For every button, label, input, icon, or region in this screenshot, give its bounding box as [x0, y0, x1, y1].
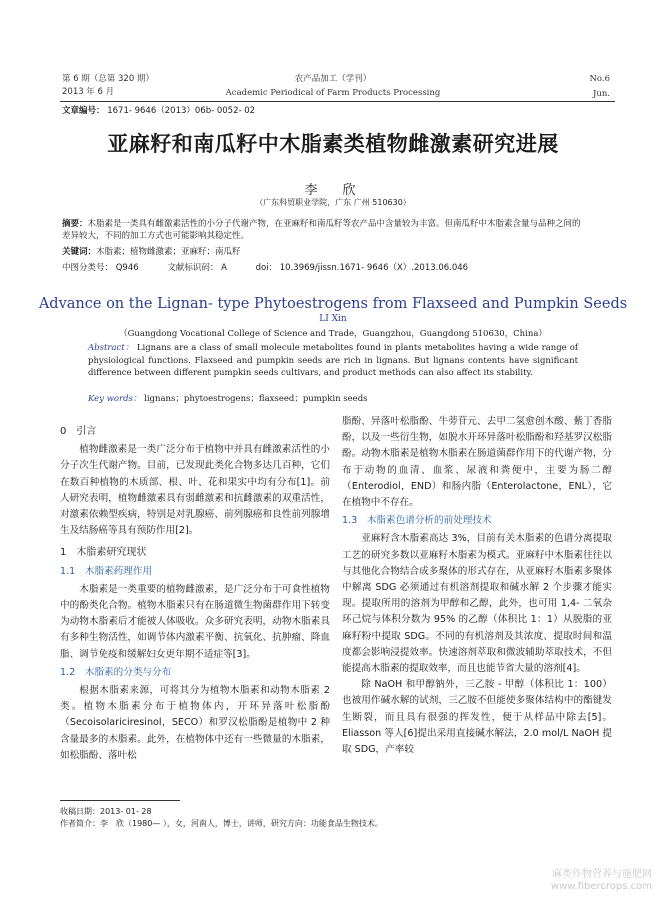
author-bio-label: 作者简介：	[60, 819, 100, 828]
article-number-value: 1671- 9646（2013）06b- 0052- 02	[107, 106, 256, 116]
left-column	[60, 420, 330, 764]
paragraph-1-3-a: 亚麻籽含木脂素高达 3%，目前有关木脂素的色谱分离提取工艺的研究多数以亚麻籽木脂素为模式。亚麻籽中木脂素往往以与其他化合物结合成多聚体的形式存在，从亚麻籽木脂素多聚体中解离 SDG 必须通过有机溶剂提取和碱水解 2 个步骤才能实现。提取所用的溶剂为甲醇和乙醇，此外，也可用 1,4- 二氧杂环己烷与体积分数为 95% 的乙醇（体积比 1：1）从脱脂的亚麻籽粉中提取 SDG。不同的有机溶剂及其浓度、提取时间和温度都会影响浸提效率。快速溶剂萃取和微波辅助萃取技术，不但能提高木脂素的提取效率，而且也能节省大量的溶剂[4]。	[342, 533, 612, 675]
section-heading-intro: 0 引言	[60, 426, 97, 437]
keywords-cn	[62, 246, 582, 258]
classification-line	[62, 262, 592, 274]
right-column	[342, 414, 612, 758]
issue-info: 第 6 期（总第 320 期）	[62, 74, 154, 84]
keywords-en	[88, 392, 578, 404]
clc-value: Q946	[115, 263, 139, 273]
section-heading-1: 1 木脂素研究现状	[60, 547, 147, 559]
received-value: 2013- 01- 28	[100, 807, 152, 816]
abstract-cn	[62, 218, 582, 242]
author-en: LI Xin	[319, 314, 347, 324]
section-heading-1-2: 1.2 木脂素的分类与分布	[60, 666, 172, 678]
page-title: 亚麻籽和南瓜籽中木脂素类植物雌激素研究进展	[107, 132, 559, 156]
paragraph-1-1: 木脂素是一类重要的植物雌激素，是广泛分布于可食性植物中的酚类化合物。植物木脂素只有在肠道微生物菌群作用下转变为动物木脂素后才能被人体吸收。众多研究表明，动物木脂素具有多种生物活性，如调节体内激素平衡、抗氧化、抗肿瘤、降血脂、调节免疫和缓解妇女更年期不适症等[3]。	[60, 583, 330, 660]
section-heading-1-1: 1.1 木脂素药理作用	[60, 565, 153, 577]
paragraph-1-3-b: 除 NaOH 和甲醇钠外，三乙胺 - 甲醇（体积比 1：100）也被用作碱水解的试剂，三乙胺不但能使多聚体结构中的酯键发生断裂，而且具有很强的挥发性，便于从样品中除去[5]。Eliasson 等人[6]提出采用直接碱水解法，2.0 mol/L NaOH 提取 SDG，产率较	[342, 679, 612, 756]
doi-label: doi：	[255, 263, 278, 273]
keywords-en-label: Key words：	[88, 394, 142, 404]
abstract-cn-label: 摘要：	[62, 219, 88, 229]
journal-title-en: Academic Periodical of Farm Products Processing	[225, 88, 441, 98]
paragraph-1-2: 根据木脂素来源，可将其分为植物木脂素和动物木脂素 2 类。植物木脂素分布于植物体内，开环异落叶松脂酚（Secoisolariciresinol，SECO）和罗汉松脂酚是植物中 2 种含量最多的木脂素。此外，在植物体中还有一些微量的木脂素，如松脂酚、落叶松	[60, 685, 330, 761]
watermark-line2: www.fibercrops.com	[550, 881, 652, 892]
footnote-rule	[60, 800, 180, 801]
section-heading-1-3: 1.3 木脂素色谱分析的前处理技术	[342, 515, 492, 527]
footnote-author	[60, 818, 615, 829]
doc-code-label: 文献标识码：	[167, 263, 219, 273]
clc-label: 中图分类号：	[62, 263, 114, 273]
watermark	[551, 869, 652, 893]
abstract-en	[88, 342, 578, 380]
issue-date: 2013 年 6 月	[62, 87, 115, 97]
issue-no: No.6	[589, 74, 610, 84]
article-number-label: 文章编号：	[62, 106, 105, 116]
author-bio-value: 李 欣（1980— ），女，河南人，博士，讲师，研究方向：功能食品生物技术。	[100, 819, 383, 828]
header-rule	[60, 101, 615, 102]
keywords-cn-label: 关键词：	[62, 247, 97, 257]
affiliation-en: （Guangdong Vocational College of Science and Trade，Guangzhou，Guangdong 510630，China）	[119, 329, 547, 339]
keywords-cn-text: 木脂素；植物雌激素；亚麻籽；南瓜籽	[96, 247, 241, 257]
paragraph-1-2-cont: 脂酚、异落叶松脂酚、牛蒡苷元、去甲二氢愈创木酸、紫丁香脂酚，以及一些衍生物，如脱水开环异落叶松脂酚和羟基罗汉松脂酚。动物木脂素是植物木脂素在肠道菌群作用下的代谢产物，分布于动物的血清、血浆、尿液和粪便中，主要为肠二醇（Enterodiol，END）和肠内脂（Enterolactone，ENL），它在植物中不存在。	[342, 416, 612, 509]
watermark-line1: 麻类作物营养与施肥网	[552, 869, 652, 880]
abstract-cn-text: 木脂素是一类具有雌激素活性的小分子代谢产物，在亚麻籽和南瓜籽等农产品中含量较为丰富。但南瓜籽中木脂素含量与品种之间的差异较大，不同的加工方式也可能影响其稳定性。	[62, 219, 581, 241]
article-number	[62, 105, 255, 117]
doc-code-value: A	[221, 263, 227, 273]
issue-month-en: Jun.	[592, 89, 610, 99]
title-en: Advance on the Lignan- type Phytoestrogens from Flaxseed and Pumpkin Seeds	[38, 296, 628, 312]
keywords-en-text: lignans；phytoestrogens；flaxseed；pumpkin seeds	[144, 394, 368, 404]
journal-title-cn: 农产品加工（学刊）	[294, 74, 372, 84]
abstract-en-text: Lignans are a class of small molecule metabolites found in plants metabolites having a wide range of physiological functions. Flaxseed and pumpkin seeds are rich in lignans. But lignans contents have significant difference between different pumpkin seeds cultivars, and product methods can also affect its stability.	[88, 343, 579, 378]
doi-value: 10.3969/jissn.1671- 9646（X）.2013.06.046	[279, 263, 469, 273]
paragraph-intro: 植物雌激素是一类广泛分布于植物中并具有雌激素活性的小分子次生代谢产物。目前，已发现此类化合物多达几百种，它们在数百种植物的木质部、根、叶、花和果实中均有分布[1]。前人研究表明，植物雌激素具有弱雌激素和抗雌激素的双重活性，对激素依赖型疾病，特别是对乳腺癌、前列腺癌和良性前列腺增生及结肠癌等具有预防作用[2]。	[60, 444, 330, 537]
received-label: 收稿日期：	[60, 807, 100, 816]
affiliation-cn: （广东科贸职业学院，广东 广州 510630）	[255, 198, 411, 207]
footnote-received	[60, 806, 615, 817]
abstract-en-label: Abstract：	[88, 343, 134, 353]
author-cn: 李 欣	[304, 183, 362, 198]
